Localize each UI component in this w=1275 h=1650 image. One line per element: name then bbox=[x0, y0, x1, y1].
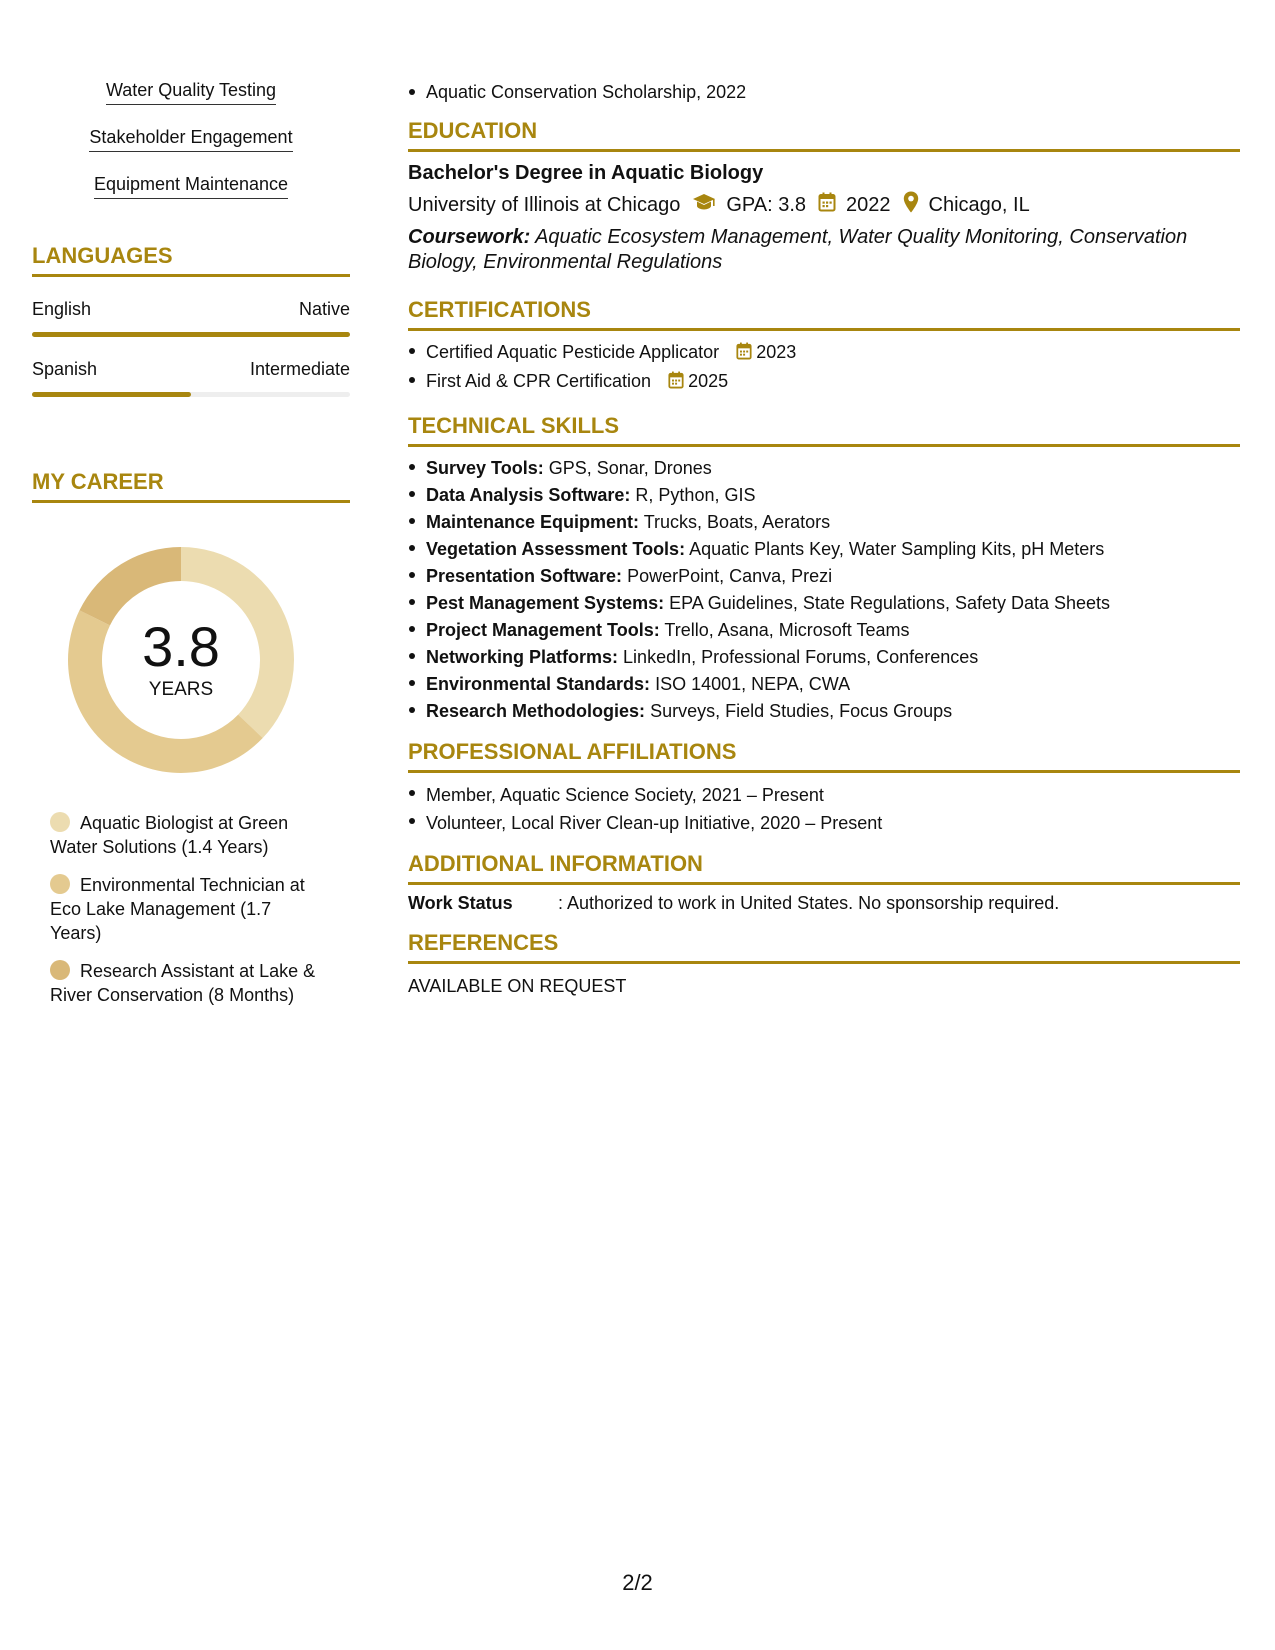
certifications-list bbox=[408, 339, 1240, 397]
technical-skill-item bbox=[408, 536, 1240, 563]
certification-name: First Aid & CPR Certification bbox=[426, 371, 652, 391]
coursework-text: Aquatic Ecosystem Management, Water Quality Monitoring, Conservation Biology, Environmental Regulations bbox=[408, 226, 1188, 273]
technical-skill-label: Environmental Standards: bbox=[426, 674, 651, 694]
technical-skill-item bbox=[408, 509, 1240, 536]
affiliation-item: Volunteer, Local River Clean-up Initiative, 2020 – Present bbox=[408, 809, 1240, 837]
technical-skill-value: LinkedIn, Professional Forums, Conferences bbox=[623, 647, 979, 667]
technical-skill-value: PowerPoint, Canva, Prezi bbox=[627, 566, 833, 586]
left-column bbox=[32, 80, 350, 1021]
technical-skills-list bbox=[408, 455, 1240, 725]
technical-skill-value: EPA Guidelines, State Regulations, Safety Data Sheets bbox=[669, 593, 1111, 613]
technical-skill-item bbox=[408, 590, 1240, 617]
certifications-heading: CERTIFICATIONS bbox=[408, 297, 1240, 331]
technical-skill-label: Data Analysis Software: bbox=[426, 485, 631, 505]
language-proficiency-bar bbox=[32, 332, 350, 337]
technical-skill-item bbox=[408, 698, 1240, 725]
technical-skill-label: Maintenance Equipment: bbox=[426, 512, 640, 532]
education-heading: EDUCATION bbox=[408, 118, 1240, 152]
technical-skill-label: Survey Tools: bbox=[426, 458, 544, 478]
technical-skill-value: Surveys, Field Studies, Focus Groups bbox=[650, 701, 953, 721]
calendar-icon bbox=[736, 341, 752, 368]
technical-skill-value: Trello, Asana, Microsoft Teams bbox=[664, 620, 910, 640]
award-item: Aquatic Conservation Scholarship, 2022 bbox=[408, 80, 1240, 104]
graduation-cap-icon bbox=[692, 193, 716, 217]
additional-info-heading: ADDITIONAL INFORMATION bbox=[408, 851, 1240, 885]
location-pin-icon bbox=[903, 191, 919, 219]
skill-tag-label: Equipment Maintenance bbox=[94, 174, 288, 199]
technical-skill-value: R, Python, GIS bbox=[635, 485, 756, 505]
career-legend-item bbox=[50, 873, 322, 945]
career-legend bbox=[32, 811, 322, 1007]
coursework bbox=[408, 225, 1240, 275]
page-number: 2/2 bbox=[622, 1570, 653, 1595]
technical-skill-item bbox=[408, 644, 1240, 671]
references-heading: REFERENCES bbox=[408, 930, 1240, 964]
affiliations-list bbox=[408, 781, 1240, 837]
work-status-value: : Authorized to work in United States. No sponsorship required. bbox=[558, 893, 1060, 913]
technical-skill-item bbox=[408, 455, 1240, 482]
language-item bbox=[32, 299, 350, 337]
legend-dot-icon bbox=[50, 960, 70, 980]
technical-skills-heading: TECHNICAL SKILLS bbox=[408, 413, 1240, 447]
work-status-label: Work Status bbox=[408, 893, 513, 913]
skill-tag bbox=[32, 174, 350, 199]
career-total-years: 3.8 bbox=[142, 615, 220, 678]
language-proficiency-fill bbox=[32, 332, 350, 337]
technical-skill-item bbox=[408, 671, 1240, 698]
calendar-icon bbox=[668, 370, 684, 397]
skill-tag bbox=[32, 127, 350, 152]
awards-list bbox=[408, 80, 1240, 104]
right-column bbox=[408, 80, 1240, 997]
affiliations-heading: PROFESSIONAL AFFILIATIONS bbox=[408, 739, 1240, 773]
coursework-label: Coursework: bbox=[408, 226, 531, 248]
technical-skill-value: Trucks, Boats, Aerators bbox=[643, 512, 831, 532]
technical-skill-label: Project Management Tools: bbox=[426, 620, 660, 640]
gpa: GPA: 3.8 bbox=[726, 193, 807, 216]
degree-title: Bachelor's Degree in Aquatic Biology bbox=[408, 162, 764, 184]
certification-year: 2025 bbox=[688, 371, 729, 391]
career-legend-label: Research Assistant at Lake & River Conservation (8 Months) bbox=[50, 961, 316, 1005]
career-heading: MY CAREER bbox=[32, 469, 350, 503]
career-legend-label: Environmental Technician at Eco Lake Management (1.7 Years) bbox=[50, 875, 305, 943]
certification-year: 2023 bbox=[756, 342, 797, 362]
technical-skill-label: Research Methodologies: bbox=[426, 701, 646, 721]
technical-skill-value: GPS, Sonar, Drones bbox=[548, 458, 712, 478]
technical-skill-value: Aquatic Plants Key, Water Sampling Kits, pH Meters bbox=[689, 539, 1105, 559]
technical-skill-value: ISO 14001, NEPA, CWA bbox=[655, 674, 851, 694]
career-donut-slice bbox=[79, 547, 181, 625]
calendar-icon bbox=[818, 192, 836, 218]
school-name: University of Illinois at Chicago bbox=[408, 193, 681, 216]
language-level: Intermediate bbox=[249, 359, 350, 379]
affiliation-item: Member, Aquatic Science Society, 2021 – Present bbox=[408, 781, 1240, 809]
certification-name: Certified Aquatic Pesticide Applicator bbox=[426, 342, 720, 362]
legend-dot-icon bbox=[50, 812, 70, 832]
technical-skill-item bbox=[408, 482, 1240, 509]
technical-skill-label: Presentation Software: bbox=[426, 566, 623, 586]
language-proficiency-fill bbox=[32, 392, 191, 397]
certification-item bbox=[408, 339, 1240, 368]
skill-tag-label: Water Quality Testing bbox=[106, 80, 276, 105]
skill-tag-label: Stakeholder Engagement bbox=[89, 127, 292, 152]
language-proficiency-bar bbox=[32, 392, 350, 397]
career-legend-label: Aquatic Biologist at Green Water Solutions (1.4 Years) bbox=[50, 813, 289, 857]
language-name: Spanish bbox=[32, 359, 98, 379]
career-donut-chart bbox=[66, 545, 296, 775]
legend-dot-icon bbox=[50, 874, 70, 894]
language-level: Native bbox=[298, 299, 350, 319]
references-text: AVAILABLE ON REQUEST bbox=[408, 976, 627, 996]
school-location: Chicago, IL bbox=[928, 193, 1030, 216]
education-meta bbox=[408, 191, 1240, 219]
career-legend-item bbox=[50, 959, 322, 1007]
skill-tag bbox=[32, 80, 350, 105]
technical-skill-label: Pest Management Systems: bbox=[426, 593, 665, 613]
technical-skill-label: Networking Platforms: bbox=[426, 647, 619, 667]
graduation-year: 2022 bbox=[846, 193, 891, 216]
career-legend-item bbox=[50, 811, 322, 859]
language-item bbox=[32, 359, 350, 397]
certification-item bbox=[408, 368, 1240, 397]
career-total-unit: YEARS bbox=[148, 679, 214, 700]
technical-skill-label: Vegetation Assessment Tools: bbox=[426, 539, 686, 559]
work-status-row bbox=[408, 893, 1240, 914]
languages-heading: LANGUAGES bbox=[32, 243, 350, 277]
technical-skill-item bbox=[408, 563, 1240, 590]
technical-skill-item bbox=[408, 617, 1240, 644]
language-name: English bbox=[32, 299, 92, 319]
